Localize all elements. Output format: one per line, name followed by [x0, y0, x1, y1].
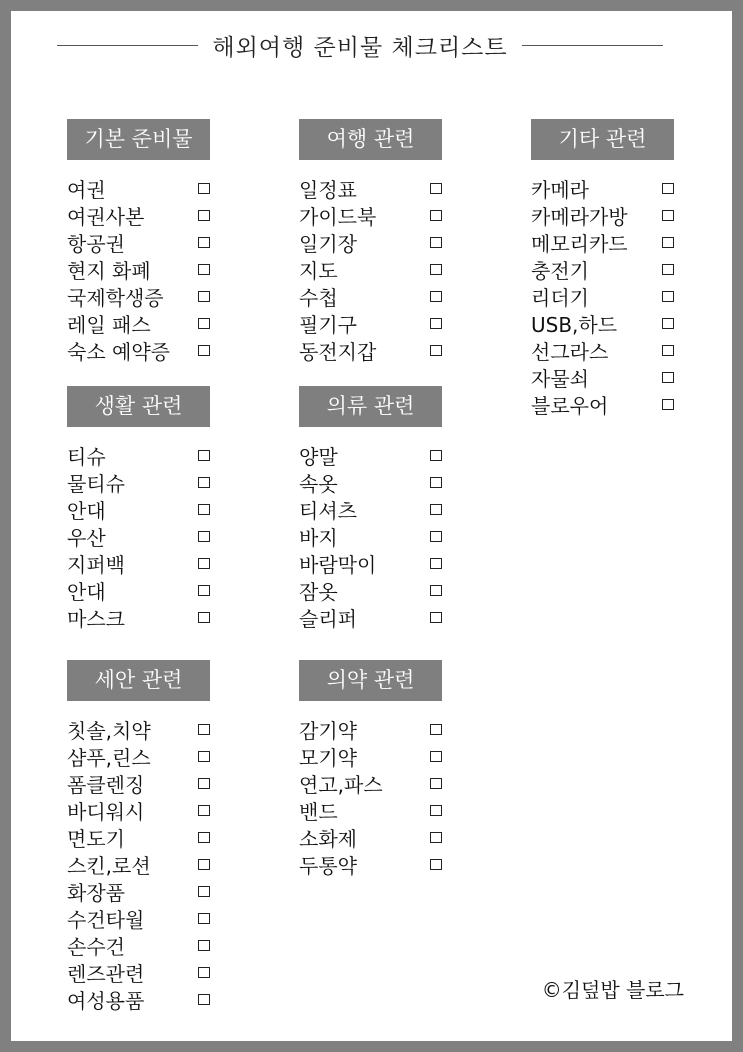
checkbox[interactable]: [662, 345, 674, 356]
checkbox[interactable]: [430, 318, 442, 329]
checklist-item: [67, 851, 210, 878]
section-etc: [531, 119, 674, 418]
checklist-item: [299, 716, 442, 743]
checklist-item: [531, 391, 674, 418]
checklist-item: [531, 283, 674, 310]
item-label: 지도: [299, 259, 338, 283]
page-title: 해외여행 준비물 체크리스트: [212, 34, 508, 61]
section-title: 세안 관련: [67, 660, 210, 701]
item-label: 마스크: [67, 607, 125, 631]
checklist-item: [299, 496, 442, 523]
section-title: 기본 준비물: [67, 119, 210, 160]
checkbox[interactable]: [430, 859, 442, 870]
section-title: 여행 관련: [299, 119, 442, 160]
checkbox[interactable]: [430, 558, 442, 569]
checkbox[interactable]: [430, 477, 442, 488]
checklist-item: [67, 283, 210, 310]
item-label: 필기구: [299, 313, 357, 337]
item-label: 항공권: [67, 232, 125, 256]
checkbox[interactable]: [430, 832, 442, 843]
item-label: 지퍼백: [67, 553, 125, 577]
checkbox[interactable]: [198, 264, 210, 275]
item-label: 동전지갑: [299, 340, 377, 364]
item-label: 카메라가방: [531, 205, 628, 229]
item-label: 바람막이: [299, 553, 377, 577]
checkbox[interactable]: [198, 531, 210, 542]
checkbox[interactable]: [430, 345, 442, 356]
checklist-item: [299, 442, 442, 469]
copyright-credit: ©김덮밥 블로그: [541, 978, 684, 1002]
item-label: 밴드: [299, 800, 338, 824]
checklist-item: [299, 851, 442, 878]
item-label: 모기약: [299, 746, 357, 770]
checkbox[interactable]: [430, 612, 442, 623]
section-travel: [299, 119, 442, 364]
item-label: 숙소 예약증: [67, 340, 170, 364]
checklist-item: [531, 175, 674, 202]
item-label: 일정표: [299, 178, 357, 202]
item-label: 안대: [67, 580, 106, 604]
item-label: 충전기: [531, 259, 589, 283]
item-label: 칫솔,치약: [67, 719, 151, 743]
section-title: 기타 관련: [531, 119, 674, 160]
checklist-item: [67, 932, 210, 959]
checklist-item: [531, 202, 674, 229]
item-label: 선그라스: [531, 340, 609, 364]
checklist-items: [67, 716, 210, 1013]
checkbox[interactable]: [430, 585, 442, 596]
checklist-item: [299, 550, 442, 577]
checkbox[interactable]: [430, 450, 442, 461]
checkbox[interactable]: [198, 450, 210, 461]
checklist-item: [67, 905, 210, 932]
checklist-items: [299, 175, 442, 364]
item-label: 국제학생증: [67, 286, 164, 310]
title-rule-right: [522, 45, 663, 46]
checkbox[interactable]: [430, 778, 442, 789]
checkbox[interactable]: [430, 291, 442, 302]
item-label: 우산: [67, 526, 106, 550]
item-label: 티셔츠: [299, 499, 357, 523]
checkbox[interactable]: [662, 372, 674, 383]
checkbox[interactable]: [430, 210, 442, 221]
checklist-item: [67, 469, 210, 496]
item-label: 바지: [299, 526, 338, 550]
checkbox[interactable]: [198, 751, 210, 762]
item-label: 손수건: [67, 935, 125, 959]
checkbox[interactable]: [198, 778, 210, 789]
checklist-item: [67, 229, 210, 256]
checklist-items: [299, 442, 442, 631]
checklist-item: [299, 743, 442, 770]
checklist-item: [67, 824, 210, 851]
checkbox[interactable]: [430, 724, 442, 735]
checklist-item: [67, 202, 210, 229]
checkbox[interactable]: [198, 913, 210, 924]
checkbox[interactable]: [430, 264, 442, 275]
checkbox[interactable]: [198, 859, 210, 870]
item-label: 속옷: [299, 472, 338, 496]
checklist-item: [531, 364, 674, 391]
section-title: 의약 관련: [299, 660, 442, 701]
checklist-item: [299, 256, 442, 283]
checkbox[interactable]: [430, 504, 442, 515]
checklist-item: [531, 256, 674, 283]
checkbox[interactable]: [430, 805, 442, 816]
checklist-item: [67, 716, 210, 743]
checklist-item: [67, 797, 210, 824]
item-label: 자물쇠: [531, 367, 589, 391]
checkbox[interactable]: [430, 237, 442, 248]
checkbox[interactable]: [198, 585, 210, 596]
item-label: 여권사본: [67, 205, 145, 229]
checkbox[interactable]: [198, 237, 210, 248]
item-label: 블로우어: [531, 394, 609, 418]
checklist-item: [299, 175, 442, 202]
checklist-item: [67, 878, 210, 905]
item-label: 화장품: [67, 881, 125, 905]
checkbox[interactable]: [198, 724, 210, 735]
checkbox[interactable]: [198, 504, 210, 515]
checklist-item: [299, 283, 442, 310]
item-label: 폼클렌징: [67, 773, 145, 797]
checklist-item: [67, 310, 210, 337]
checkbox[interactable]: [198, 612, 210, 623]
checklist-items: [67, 175, 210, 364]
checklist-item: [299, 202, 442, 229]
checkbox[interactable]: [662, 210, 674, 221]
item-label: 카메라: [531, 178, 589, 202]
checklist-item: [299, 469, 442, 496]
checklist-item: [531, 229, 674, 256]
checklist-item: [67, 959, 210, 986]
title-rule-left: [57, 45, 198, 46]
checklist-item: [299, 229, 442, 256]
checkbox[interactable]: [662, 291, 674, 302]
checklist-item: [299, 770, 442, 797]
item-label: 슬리퍼: [299, 607, 357, 631]
item-label: 양말: [299, 445, 338, 469]
item-label: 소화제: [299, 827, 357, 851]
checkbox[interactable]: [662, 318, 674, 329]
item-label: USB,하드: [531, 313, 618, 337]
checkbox[interactable]: [198, 291, 210, 302]
item-label: 수건타월: [67, 908, 145, 932]
checkbox[interactable]: [198, 940, 210, 951]
item-label: 여권: [67, 178, 106, 202]
item-label: 감기약: [299, 719, 357, 743]
item-label: 연고,파스: [299, 773, 383, 797]
checkbox[interactable]: [198, 318, 210, 329]
checklist-item: [299, 604, 442, 631]
item-label: 리더기: [531, 286, 589, 310]
checkbox[interactable]: [198, 967, 210, 978]
section-basic: [67, 119, 210, 364]
section-title: 생활 관련: [67, 386, 210, 427]
checkbox[interactable]: [198, 886, 210, 897]
section-living: [67, 386, 210, 631]
checklist-items: [67, 442, 210, 631]
checkbox[interactable]: [198, 183, 210, 194]
checkbox[interactable]: [198, 558, 210, 569]
checklist-items: [531, 175, 674, 418]
checklist-item: [67, 175, 210, 202]
checkbox[interactable]: [198, 345, 210, 356]
checklist-item: [67, 550, 210, 577]
section-clothing: [299, 386, 442, 631]
item-label: 물티슈: [67, 472, 125, 496]
checklist-item: [299, 523, 442, 550]
checklist-item: [67, 604, 210, 631]
checkbox[interactable]: [430, 751, 442, 762]
section-medicine: [299, 660, 442, 878]
checklist-item: [67, 337, 210, 364]
section-title: 의류 관련: [299, 386, 442, 427]
item-label: 레일 패스: [67, 313, 151, 337]
checklist-item: [531, 310, 674, 337]
item-label: 메모리카드: [531, 232, 628, 256]
section-wash: [67, 660, 210, 1013]
item-label: 가이드북: [299, 205, 377, 229]
checklist-item: [67, 986, 210, 1013]
checklist-item: [67, 770, 210, 797]
checklist-item: [299, 337, 442, 364]
item-label: 렌즈관련: [67, 962, 145, 986]
checklist-item: [67, 256, 210, 283]
checklist-item: [299, 797, 442, 824]
checklist-items: [299, 716, 442, 878]
checkbox[interactable]: [662, 237, 674, 248]
checklist-item: [67, 577, 210, 604]
checkbox[interactable]: [198, 832, 210, 843]
checklist-item: [531, 337, 674, 364]
checkbox[interactable]: [430, 531, 442, 542]
header: [57, 28, 663, 62]
item-label: 두통약: [299, 854, 357, 878]
item-label: 샴푸,린스: [67, 746, 151, 770]
checkbox[interactable]: [430, 183, 442, 194]
checkbox[interactable]: [198, 994, 210, 1005]
checkbox[interactable]: [662, 399, 674, 410]
checklist-item: [67, 743, 210, 770]
item-label: 티슈: [67, 445, 106, 469]
item-label: 여성용품: [67, 989, 145, 1013]
item-label: 일기장: [299, 232, 357, 256]
checkbox[interactable]: [198, 210, 210, 221]
checkbox[interactable]: [662, 264, 674, 275]
item-label: 현지 화폐: [67, 259, 151, 283]
item-label: 수첩: [299, 286, 338, 310]
item-label: 바디워시: [67, 800, 145, 824]
checklist-item: [67, 496, 210, 523]
checkbox[interactable]: [198, 805, 210, 816]
item-label: 스킨,로션: [67, 854, 151, 878]
item-label: 안대: [67, 499, 106, 523]
checklist-item: [299, 577, 442, 604]
checklist-item: [299, 824, 442, 851]
checkbox[interactable]: [662, 183, 674, 194]
item-label: 잠옷: [299, 580, 338, 604]
checklist-item: [67, 523, 210, 550]
item-label: 면도기: [67, 827, 125, 851]
checklist-item: [299, 310, 442, 337]
checkbox[interactable]: [198, 477, 210, 488]
checklist-item: [67, 442, 210, 469]
